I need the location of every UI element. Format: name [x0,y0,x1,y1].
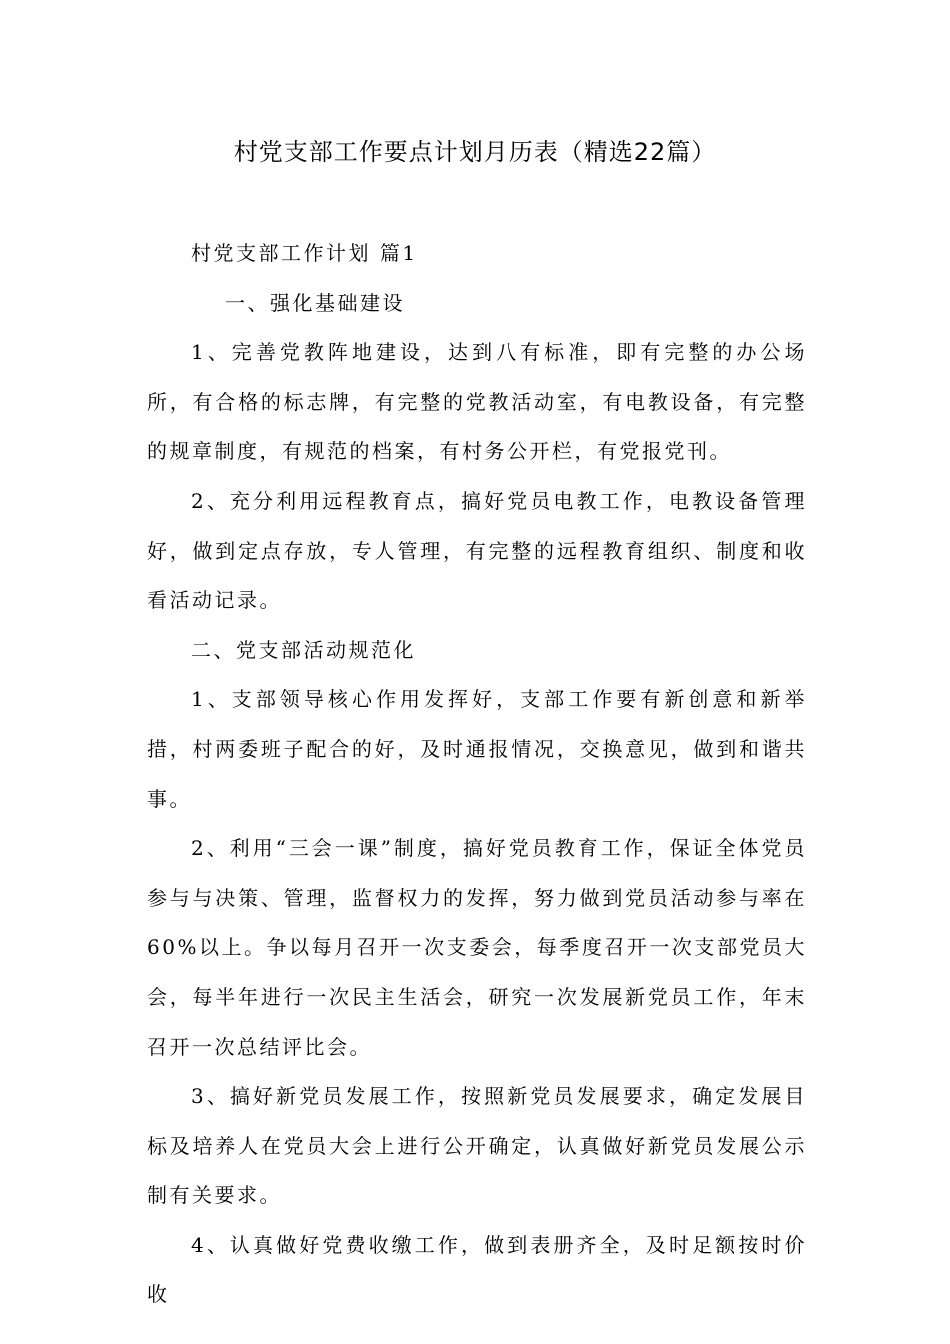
paragraph: 1、支部领导核心作用发挥好，支部工作要有新创意和新举措，村两委班子配合的好，及时通报情况，交换意见，做到和谐共事。 [147,687,807,811]
subsection-heading: 二、党支部活动规范化 [191,637,416,662]
paragraph: 4、认真做好党费收缴工作，做到表册齐全，及时足额按时价收 [147,1232,807,1307]
paragraph: 2、充分利用远程教育点，搞好党员电教工作，电教设备管理好，做到定点存放，专人管理，有完整的远程教育组织、制度和收看活动记录。 [147,488,807,613]
document-body [147,229,807,1320]
document-title: 村党支部工作要点计划月历表（精选22篇） [233,138,717,166]
paragraph: 3、搞好新党员发展工作，按照新党员发展要求，确定发展目标及培养人在党员大会上进行公开确定，认真做好新党员发展公示制有关要求。 [147,1084,807,1208]
subsection-heading: 一、强化基础建设 [225,290,405,315]
paragraph: 2、利用“三会一课”制度，搞好党员教育工作，保证全体党员参与与决策、管理，监督权力的发挥，努力做到党员活动参与率在60%以上。争以每月召开一次支委会，每季度召开一次支部党员大会，每半年进行一次民主生活会，研究一次发展新党员工作，年末召开一次总结评比会。 [147,836,807,1059]
paragraph: 1、完善党教阵地建设，达到八有标准，即有完整的办公场所，有合格的标志牌，有完整的党教活动室，有电教设备，有完整的规章制度，有规范的档案，有村务公开栏，有党报党刊。 [147,340,807,464]
section-heading: 村党支部工作计划 篇1 [191,241,418,265]
